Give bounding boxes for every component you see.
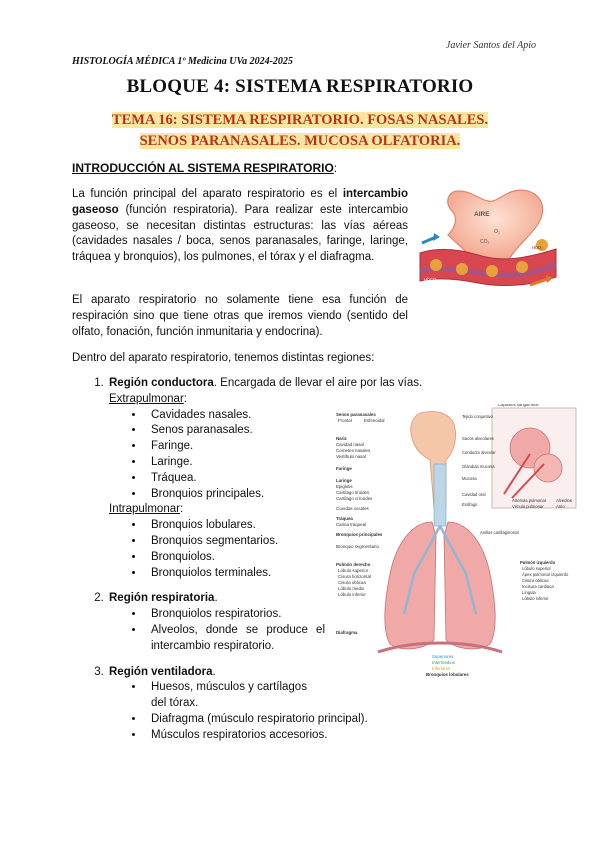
left-labels bbox=[336, 412, 385, 635]
intro-paragraph-1 bbox=[72, 187, 408, 266]
label: Atrio bbox=[556, 504, 565, 509]
subgroup-colon: : bbox=[183, 392, 187, 405]
alveolus-sac bbox=[448, 190, 543, 261]
label: Diafragma bbox=[336, 630, 358, 635]
label: Cavidad oral bbox=[462, 492, 486, 497]
respiratoria-list bbox=[109, 607, 325, 654]
label: Cisura horizontal bbox=[338, 574, 371, 579]
list-item: • Diafragma (músculo respiratorio principal). bbox=[145, 712, 422, 728]
bottom-labels bbox=[426, 654, 469, 677]
region-title: Región conductora bbox=[109, 377, 214, 389]
hbo2-label: HbO₂ bbox=[532, 245, 543, 250]
trachea bbox=[434, 464, 446, 526]
subgroup-colon: : bbox=[179, 503, 184, 516]
list-item: • Cavidades nasales. bbox=[145, 408, 422, 424]
label: Lóbulo medio bbox=[338, 586, 365, 591]
label: Inferiores bbox=[432, 666, 451, 671]
label: Tejido conjuntivo bbox=[462, 414, 493, 419]
o2-label: O₂ bbox=[494, 229, 500, 235]
rbc-icon bbox=[456, 263, 468, 275]
label: Bronquios principales bbox=[336, 532, 383, 537]
label: Pulmón derecho bbox=[336, 562, 371, 567]
subgroup-label: Intrapulmonar bbox=[109, 503, 180, 516]
label: Capilares sanguíneos bbox=[498, 404, 539, 407]
author-name: Javier Santos del Apio bbox=[445, 40, 536, 51]
list-item: • Bronquios lobulares. bbox=[145, 518, 422, 534]
intro-paragraph-3: Dentro del aparato respiratorio, tenemos distintas regiones: bbox=[72, 352, 375, 364]
region-desc: . bbox=[212, 665, 216, 678]
list-item: • Bronquios principales. bbox=[145, 487, 422, 503]
list-item: • Músculos respiratorios accesorios. bbox=[145, 728, 422, 744]
region-desc: . bbox=[214, 592, 218, 605]
topic-title-text: TEMA 16: SISTEMA RESPIRATORIO. FOSAS NASALES. SENOS PARANASALES. MUCOSA OLFATORIA. bbox=[111, 112, 489, 149]
label: Faringe bbox=[336, 466, 352, 471]
list-item: • Bronquios segmentarios. bbox=[145, 534, 422, 550]
region-title: Región respiratoria bbox=[109, 592, 215, 605]
label: Intermedios bbox=[432, 660, 455, 665]
region-desc: . Encargada de llevar el aire por las vías. bbox=[213, 377, 423, 389]
label: Tráquea bbox=[336, 516, 353, 521]
label: Bronquios lobulares bbox=[426, 672, 469, 677]
label: Cisura oblicua bbox=[338, 580, 366, 585]
label: Lóbulo inferior bbox=[522, 596, 549, 601]
label: Cartílago tiroides bbox=[336, 490, 370, 495]
list-item: • Bronquiolos. bbox=[145, 550, 422, 566]
course-title: HISTOLOGÍA MÉDICA 1º Medicina UVa 2024-2025 bbox=[72, 56, 293, 67]
label: Lóbulo superior bbox=[338, 568, 369, 573]
label: Bronquio segmentario bbox=[336, 544, 379, 549]
label: Cuerdas vocales bbox=[336, 506, 369, 511]
p1-bold: intercambio gaseoso bbox=[72, 188, 408, 216]
list-item: • Bronquiolos terminales. bbox=[145, 566, 422, 582]
label: Língula bbox=[522, 590, 536, 595]
label: Lóbulo superior bbox=[522, 566, 551, 571]
air-label: AIRE bbox=[474, 211, 490, 218]
hbco2-label: HbCO₂ bbox=[424, 277, 439, 282]
list-item: • Senos paranasales. bbox=[145, 423, 422, 439]
label: Epiglotis bbox=[336, 484, 353, 489]
head-airway bbox=[411, 412, 456, 509]
label: Senos paranasales bbox=[336, 412, 376, 417]
list-item: • Faringe. bbox=[145, 439, 422, 455]
label: Carina traqueal bbox=[336, 522, 367, 527]
label: Ápex pulmonar izquierdo bbox=[522, 572, 569, 577]
label: Cartílago cricoides bbox=[336, 496, 373, 501]
label: Esfenoidal bbox=[364, 418, 385, 423]
label: Frontal bbox=[338, 418, 352, 423]
label: Lóbulo inferior bbox=[338, 592, 366, 597]
intro-heading-colon: : bbox=[333, 161, 338, 175]
intro-heading bbox=[72, 161, 337, 175]
label: Superiores bbox=[432, 654, 454, 659]
label: Sacos alveolares bbox=[462, 436, 494, 441]
label: Incisura cardiaca bbox=[522, 584, 554, 589]
rbc-icon bbox=[516, 261, 528, 273]
label: Nariz bbox=[336, 436, 347, 441]
label: Cornetes nasales bbox=[336, 448, 371, 453]
intro-paragraph-2: El aparato respiratorio no solamente tiene esa función de respiración sino que tiene otras que iremos viendo (sentido del olfato, fonación, función inmunitaria y endocrina). bbox=[72, 294, 408, 338]
list-item: • Alveolos, donde se produce el intercambio respiratorio. bbox=[145, 623, 325, 655]
label: Arteriola pulmonar bbox=[512, 498, 547, 503]
rbc-icon bbox=[430, 259, 442, 271]
region-title: Región ventiladora bbox=[109, 665, 213, 678]
label: Conducto alveolar bbox=[462, 450, 496, 455]
p1-text-b: (función respiratoria). Para realizar este intercambio gaseoso, se necesitan distintas estructuras: las vías aéreas (cavidades nasales / boca, senos paranasales, faringe, laringe, tráquea y bronquios), los pulmones, el tórax y el diafragma. bbox=[72, 203, 408, 264]
label: Cisura oblicua bbox=[522, 578, 549, 583]
label: Cavidad nasal bbox=[336, 442, 364, 447]
label: Pulmón izquierdo bbox=[520, 560, 556, 565]
ventiladora-list bbox=[109, 680, 422, 743]
alveoli-cluster bbox=[534, 454, 562, 482]
co2-label: CO₂ bbox=[480, 239, 490, 245]
topic-title bbox=[96, 110, 504, 152]
p1-text-a: La función principal del aparato respiratorio es el bbox=[72, 188, 343, 200]
respiratory-anatomy-illustration bbox=[334, 404, 578, 678]
label: Alveolos bbox=[556, 498, 572, 503]
blue-arrowhead-icon bbox=[433, 233, 440, 241]
label: Mucosa bbox=[462, 476, 477, 481]
rbc-icon bbox=[486, 265, 498, 277]
label: Anillos cartilaginosos bbox=[480, 530, 520, 535]
label: Vestíbulo nasal bbox=[336, 454, 366, 459]
block-title: BLOQUE 4: SISTEMA RESPIRATORIO bbox=[126, 76, 474, 97]
label: Glándula mucosa bbox=[462, 464, 495, 469]
list-item: • Laringe. bbox=[145, 455, 422, 471]
list-item: • Tráquea. bbox=[145, 471, 422, 487]
label: Esófago bbox=[462, 502, 478, 507]
intro-heading-text: INTRODUCCIÓN AL SISTEMA RESPIRATORIO bbox=[72, 161, 334, 175]
alveolus-illustration bbox=[418, 183, 558, 303]
label: Vénula pulmonar bbox=[512, 504, 544, 509]
subgroup-label: Extrapulmonar bbox=[109, 392, 184, 405]
label: Laringe bbox=[336, 478, 352, 483]
list-item: • Huesos, músculos y cartílagos del tórax. bbox=[145, 680, 311, 712]
list-item: • Bronquiolos respiratorios. bbox=[145, 607, 325, 623]
